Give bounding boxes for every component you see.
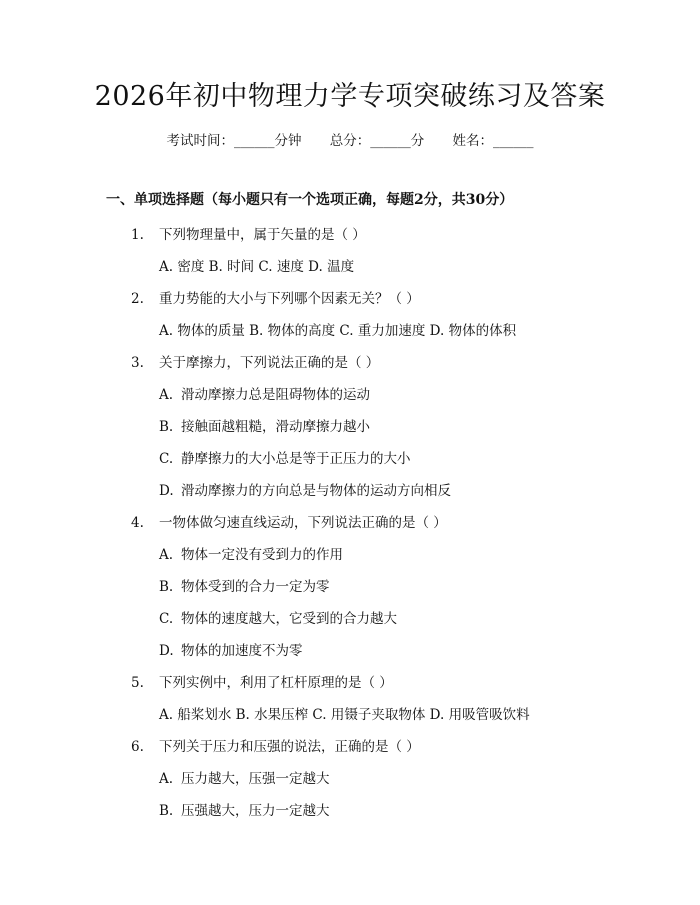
question-text: 重力势能的大小与下列哪个因素无关？（ ） <box>159 291 420 307</box>
option-label: B. <box>159 579 174 595</box>
question-5-options: A. 船桨划水 B. 水果压榨 C. 用镊子夹取物体 D. 用吸管吸饮料 <box>159 707 530 723</box>
option-label: D. <box>159 483 174 499</box>
option-text: 压强越大，压力一定越大 <box>181 803 330 819</box>
question-text: 一物体做匀速直线运动，下列说法正确的是（ ） <box>159 515 447 531</box>
option-text: 物体受到的合力一定为零 <box>181 579 330 595</box>
name-field: 姓名：______ <box>452 133 534 149</box>
option-label: A. <box>159 387 174 403</box>
option-d <box>159 641 303 661</box>
option-text: 物体的速度越大，它受到的合力越大 <box>181 611 397 627</box>
option-text: 物体一定没有受到力的作用 <box>181 547 343 563</box>
question-number: 3. <box>131 355 144 371</box>
option-a <box>159 385 370 405</box>
option-label: A. <box>159 547 174 563</box>
option-text: 压力越大，压强一定越大 <box>181 771 330 787</box>
question-text: 下列关于压力和压强的说法，正确的是（ ） <box>159 739 420 755</box>
option-text: 物体的加速度不为零 <box>181 643 303 659</box>
question-number: 6. <box>131 739 144 755</box>
option-label: C. <box>159 451 174 467</box>
question-number: 1. <box>131 227 144 243</box>
section-heading-single-choice: 一、单项选择题（每小题只有一个选项正确，每题2分，共30分） <box>106 192 514 208</box>
option-b <box>159 801 330 821</box>
page-title: 2026年初中物理力学专项突破练习及答案 <box>94 81 606 112</box>
option-label: D. <box>159 643 174 659</box>
question-text: 下列物理量中，属于矢量的是（ ） <box>159 227 366 243</box>
option-text: 静摩擦力的大小总是等于正压力的大小 <box>181 451 411 467</box>
question-number: 5. <box>131 675 144 691</box>
question-2-options: A. 物体的质量 B. 物体的高度 C. 重力加速度 D. 物体的体积 <box>159 323 517 339</box>
exam-info-row <box>0 131 700 151</box>
exam-time-field: 考试时间：______分钟 <box>166 133 302 149</box>
option-b <box>159 577 330 597</box>
question-text: 下列实例中，利用了杠杆原理的是（ ） <box>159 675 393 691</box>
question-number: 2. <box>131 291 144 307</box>
option-text: 接触面越粗糙，滑动摩擦力越小 <box>181 419 370 435</box>
option-b <box>159 417 370 437</box>
question-text: 关于摩擦力，下列说法正确的是（ ） <box>159 355 380 371</box>
option-text: 滑动摩擦力的方向总是与物体的运动方向相反 <box>181 483 451 499</box>
option-a <box>159 769 330 789</box>
option-label: B. <box>159 419 174 435</box>
total-score-field: 总分：______分 <box>329 133 425 149</box>
option-c <box>159 449 411 469</box>
option-label: C. <box>159 611 174 627</box>
option-label: A. <box>159 771 174 787</box>
option-d <box>159 481 451 501</box>
option-text: 滑动摩擦力总是阻碍物体的运动 <box>181 387 370 403</box>
option-c <box>159 609 397 629</box>
option-a <box>159 545 343 565</box>
question-1-options: A. 密度 B. 时间 C. 速度 D. 温度 <box>159 259 355 275</box>
option-label: B. <box>159 803 174 819</box>
question-number: 4. <box>131 515 144 531</box>
